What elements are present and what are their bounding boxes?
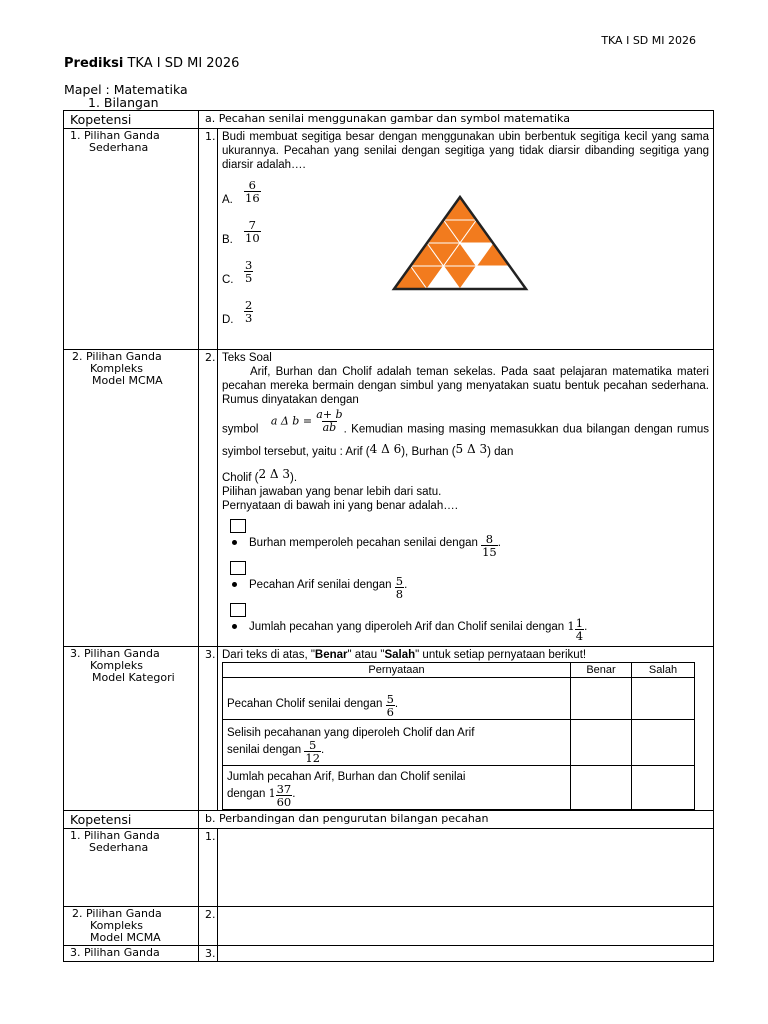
- q2-cholif-sym: 2 Δ 3: [258, 466, 291, 481]
- q3-row-benar-cell[interactable]: [571, 719, 632, 765]
- q3-intro: [222, 648, 713, 662]
- q3-salah-word: Salah: [384, 648, 416, 661]
- q3-row-den: 6: [386, 704, 394, 719]
- q2-statement-num: 1: [575, 615, 584, 630]
- bullet-icon: [232, 624, 237, 629]
- title-rest: TKA I SD MI 2026: [123, 56, 240, 71]
- q2-statement-line: [232, 617, 709, 642]
- q1-option-den: 5: [245, 271, 253, 285]
- q2-statement-text: Jumlah pecahan yang diperoleh Arif dan Cholif senilai dengan: [249, 620, 565, 633]
- b3-type-line1: 3. Pilihan Ganda: [70, 945, 160, 959]
- q3-row-line1: Selisih pecahanan yang diperoleh Cholif dan Arif: [227, 726, 475, 739]
- q3-row-num: 5: [309, 737, 317, 752]
- kompetensi-a: a. Pecahan senilai menggunakan gambar dan symbol matematika: [199, 111, 714, 129]
- q2-type-line3: Model MCMA: [92, 374, 163, 387]
- q3-row-line2: Pecahan Cholif senilai dengan $\frac{5}{6}$ .: [227, 691, 399, 719]
- q1-option-num: 6: [248, 178, 256, 192]
- q2-type: [64, 350, 199, 647]
- b1-type-line2: Sederhana: [89, 840, 149, 854]
- q1-option-den: 3: [245, 311, 253, 325]
- q1-type-line1: 1. Pilihan Ganda: [70, 129, 160, 142]
- q1-option-fraction: [244, 179, 261, 204]
- q3-row-salah-cell[interactable]: [632, 677, 695, 719]
- q3-row-line2: dengan 1 $\frac{37}{60}$ .: [227, 781, 296, 809]
- b1-type: [64, 828, 199, 906]
- q3-row-text: Pecahan Cholif senilai dengan: [227, 697, 383, 710]
- q2-formula-den: ab: [322, 421, 337, 434]
- b2-type-line2: Kompleks: [90, 918, 144, 932]
- q3-type: [64, 646, 199, 810]
- q2-statement-tail: .: [584, 620, 588, 633]
- q3-row-fraction: [386, 693, 395, 718]
- q2-statement-den: 8: [395, 586, 404, 601]
- q3-row-line2: senilai dengan $\frac{5}{12}$ .: [227, 737, 325, 765]
- q1-option[interactable]: [222, 288, 709, 328]
- b2-content[interactable]: [218, 906, 714, 945]
- q2-instruction-2: Pernyataan di bawah ini yang benar adalah….: [222, 499, 458, 512]
- q2-statement-text: Pecahan Arif senilai dengan: [249, 578, 392, 591]
- q2-type-line1: 2. Pilihan Ganda: [72, 350, 162, 363]
- q3-intro-post: " untuk setiap pernyataan berikut!: [415, 648, 587, 661]
- q2-statement-fraction: [481, 533, 498, 558]
- q3-row-whole: 1: [268, 786, 276, 800]
- q3-row-fraction: [276, 783, 293, 808]
- q2-statement-fraction: [575, 617, 584, 642]
- q2-arif-sym: 4 Δ 6: [369, 441, 402, 456]
- q2-statement-checkbox[interactable]: [230, 561, 246, 575]
- q2-formula-frac: [315, 409, 343, 434]
- q2-symbol-word: symbol: [222, 423, 259, 436]
- q2-para2b: ), Burhan (: [401, 445, 456, 458]
- q1-content: [218, 129, 714, 350]
- page-title: [64, 56, 239, 71]
- q1-number: 1.: [199, 129, 218, 350]
- b2-type-line1: 2. Pilihan Ganda: [72, 906, 162, 920]
- kompetensi-label: Kopetensi: [64, 111, 199, 129]
- b3-number: 3.: [199, 945, 218, 961]
- q3-row-benar-cell[interactable]: [571, 765, 632, 809]
- q2-type-line2: Kompleks: [90, 362, 144, 375]
- q2-statement-num: 5: [395, 573, 404, 588]
- q2-statement-den: 4: [575, 628, 584, 643]
- q2-para2c: ) dan: [487, 445, 514, 458]
- q3-row-statement: [223, 677, 571, 719]
- q3-row-statement: [223, 719, 571, 765]
- q2-formula-line: [222, 409, 709, 459]
- q2-statement-checkbox[interactable]: [230, 519, 246, 533]
- q3-intro-pre: Dari teks di atas, ": [222, 648, 315, 661]
- q3-statement-row: [223, 765, 695, 809]
- q2-statement: [222, 561, 709, 600]
- b2-number: 2.: [199, 906, 218, 945]
- q3-content: [218, 646, 714, 810]
- q3-statement-row: [223, 677, 695, 719]
- q2-number: 2.: [199, 350, 218, 647]
- q3-statement-table: [222, 662, 695, 810]
- q1-option-den: 16: [245, 191, 260, 205]
- q3-row-den: 60: [276, 794, 292, 809]
- q2-statement-tail: .: [497, 536, 501, 549]
- q1-option-fraction: [244, 219, 261, 244]
- q1-option-fraction: [244, 259, 253, 284]
- q1-option-label: A.: [222, 194, 233, 206]
- q2-para1-text: Arif, Burhan dan Cholif adalah teman sekelas. Pada saat pelajaran matematika materi pecahan mereka bermain dengan simbul yang menyatakan suatu bentuk pecahan sederhana. Rumus dinyatakan dengan: [222, 366, 709, 406]
- q2-formula-num: a+ b: [316, 408, 343, 421]
- q2-cholif-line: [222, 467, 709, 485]
- q3-header-pernyataan: Pernyataan: [223, 662, 571, 677]
- q2-statement-fraction: [395, 575, 404, 600]
- triangle-tiles-figure: [390, 193, 530, 293]
- q2-instruction-1: Pilihan jawaban yang benar lebih dari satu.: [222, 485, 442, 498]
- b2-type-line3: Model MCMA: [90, 930, 161, 944]
- q3-number: 3.: [199, 646, 218, 810]
- q3-type-line1: 3. Pilihan Ganda: [70, 646, 160, 660]
- q2-heading: Teks Soal: [222, 352, 272, 364]
- q3-row-num: 5: [386, 691, 394, 706]
- q2-statements: [222, 519, 709, 642]
- q3-type-line3: Model Kategori: [92, 670, 175, 684]
- section-label: 1. Bilangan: [88, 95, 159, 110]
- b1-number: 1.: [199, 828, 218, 906]
- q1-option-den: 10: [245, 231, 260, 245]
- q1-option-fraction: [244, 299, 253, 324]
- q1-type: [64, 129, 199, 350]
- q2-statement-num: 8: [485, 531, 494, 546]
- q2-para1: [222, 365, 709, 407]
- q3-row-text: senilai dengan: [227, 743, 302, 756]
- kompetensi-b: b. Perbandingan dan pengurutan bilangan pecahan: [199, 810, 714, 828]
- q3-row-text: dengan: [227, 787, 266, 800]
- q3-statement-row: [223, 719, 695, 765]
- q3-row-line1: Jumlah pecahan Arif, Burhan dan Cholif senilai: [227, 770, 466, 783]
- subject-label: Mapel : Matematika: [64, 82, 188, 97]
- question-table: [63, 110, 714, 962]
- q2-statement: [222, 603, 709, 642]
- q3-row-fraction: [304, 739, 321, 764]
- q1-option-label: C.: [222, 274, 234, 286]
- q3-header-salah: Salah: [632, 662, 695, 677]
- q2-statement-line: [232, 575, 709, 600]
- q2-formula: [271, 409, 344, 434]
- q2-statement-checkbox[interactable]: [230, 603, 246, 617]
- b3-type: [64, 945, 199, 961]
- q1-option-num: 7: [248, 218, 256, 232]
- q2-statement-line: [232, 533, 709, 558]
- q3-row-benar-cell[interactable]: [571, 677, 632, 719]
- q2-formula-left: a Δ b =: [270, 414, 313, 428]
- q3-row-statement: [223, 765, 571, 809]
- q3-header-benar: Benar: [571, 662, 632, 677]
- q1-type-line2: Sederhana: [89, 141, 149, 154]
- q2-para2d: ).: [290, 471, 298, 484]
- q2-statement-text: Burhan memperoleh pecahan senilai dengan: [249, 536, 478, 549]
- triangle-tile: [444, 197, 477, 220]
- q3-type-line2: Kompleks: [90, 658, 144, 672]
- q2-statement-tail: .: [404, 578, 408, 591]
- q1-option-num: 3: [245, 258, 253, 272]
- q3-row-salah-cell[interactable]: [632, 765, 695, 809]
- q2-content: [218, 350, 714, 647]
- q2-cholif-word: Cholif (: [222, 471, 259, 484]
- b2-type: [64, 906, 199, 945]
- q3-row-salah-cell[interactable]: [632, 719, 695, 765]
- b3-content[interactable]: [218, 945, 714, 961]
- q2-statement-den: 15: [482, 544, 497, 559]
- header-right-text: TKA I SD MI 2026: [601, 34, 696, 47]
- q3-intro-mid: " atau ": [347, 648, 385, 661]
- q2-para2a: . Kemudian masing masing memasukkan dua bilangan dengan rumus syimbol tersebut, yaitu : Arif (: [222, 423, 709, 458]
- bullet-icon: [232, 540, 237, 545]
- q2-statement: [222, 519, 709, 558]
- bullet-icon: [232, 582, 237, 587]
- title-bold: Prediksi: [64, 56, 124, 71]
- q3-benar-word: Benar: [314, 648, 348, 661]
- q3-row-den: 12: [305, 750, 321, 765]
- q1-text: Budi membuat segitiga besar dengan menggunakan ubin berbentuk segitiga kecil yang sama ukurannya. Pecahan yang senilai dengan segitiga yang tidak diarsir dibanding segitiga yang diarsir adalah….: [222, 131, 709, 171]
- q3-row-num: 37: [276, 781, 292, 796]
- b1-content[interactable]: [218, 828, 714, 906]
- q2-statement-whole: 1: [567, 618, 575, 633]
- q1-option-label: B.: [222, 234, 233, 246]
- q2-burhan-sym: 5 Δ 3: [455, 441, 488, 456]
- kompetensi-label-b: Kopetensi: [64, 810, 199, 828]
- b1-type-line1: 1. Pilihan Ganda: [70, 828, 160, 842]
- q1-option-num: 2: [245, 298, 253, 312]
- q1-option-label: D.: [222, 314, 234, 326]
